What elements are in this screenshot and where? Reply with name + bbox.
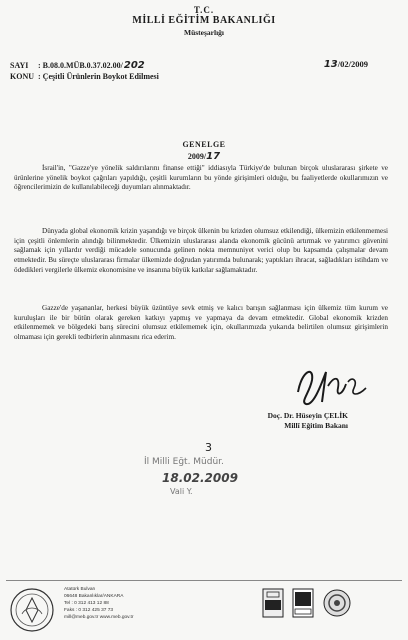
address-line: Atatürk Bulvarı [64,587,96,592]
sayi-label: SAYI [10,61,29,70]
date-handwritten: 13 [323,59,338,70]
document-date [324,59,368,70]
header-ministry: MİLLİ EĞİTİM BAKANLIĞI [132,15,276,26]
handwritten-signature [292,362,372,408]
title-number-handwritten: 17 [206,151,221,162]
title-number [0,151,408,162]
meta-konu [10,72,159,81]
konu-value: : Çeşitli Ürünlerin Boykot Edilmesi [38,72,159,81]
footer-divider [6,580,402,581]
header-department: Müsteşarlığı [184,28,224,37]
seal-badge-icon [322,588,352,618]
footer-address [64,586,133,621]
phone-line-badge-icon [262,588,284,618]
address-line: 06648 Bakanlıklar/ANKARA [64,594,124,599]
title-genelge: GENELGE [182,140,226,149]
signatory-title: Millî Eğitim Bakanı [284,421,348,430]
konu-label: KONU [10,72,34,81]
body-paragraph-1: İsrail'in, "Gazze'ye yönelik saldırılarını finanse ettiği" iddiasıyla Türkiye'de bulunan birçok uluslararası şirkete ve ürünlerine yönelik boykot çağrıları yapıldığı, çeşitli kurumların bu yönde girişimleri olduğu, bu faaliyetlerde okullarımızın ve öğrencilerimizin de kullanılabileceği duyumları alınmaktadır. [14,164,388,192]
receipt-stamp [142,457,242,501]
egitim-destek-badge-icon [292,588,314,618]
stamp-date-handwritten: 18.02.2009 [162,471,238,485]
title-year: 2009/ [187,152,207,161]
address-line: Tel : 0 312 413 12 88 [64,601,109,606]
body-paragraph-3: Gazze'de yaşananlar, herkesi büyük üzüntüye sevk etmiş ve kalıcı barışın sağlanması için ülkemiz tüm kurum ve kuruluşları ile bir bütün olarak gereken katkıyı yapmış ve yapmaya da devam etmektedir. Global ekonomik krizden etkilenmemek ve bölgedeki barış sürecini olumsuz etkilememek için, okullarımızda yukarıda belirtilen olumsuz girişimlerin olmaması için gerekli tedbirlerin alınmasını rica ederim. [14,304,388,342]
address-line: Faks : 0 312 425 37 73 [64,608,114,613]
date-printed: /02/2009 [337,59,368,69]
footer [0,580,408,640]
header-tc: T.C. [193,5,215,15]
meta-sayi [10,60,145,71]
stamp-line-1: İl Milli Eğt. Müdür. [144,457,224,467]
signatory-name: Doç. Dr. Hüseyin ÇELİK [267,411,348,420]
ministry-logo-icon [8,586,56,634]
sayi-handwritten: 202 [123,60,145,71]
stamp-line-3: Vali Y. [170,487,193,496]
sayi-value: : B.08.0.MÜB.0.37.02.00/ [38,61,123,70]
email-web-line: mill@meb.gov.tr www.meb.gov.tr [64,615,134,620]
stamp-number: 3 [205,441,212,454]
body-paragraph-2: Dünyada global ekonomik krizin yaşandığı ve birçok ülkenin bu krizden olumsuz etkilendiği, ülkemizin etkilenmemesi için çeşitli önlemlerin alındığı bilinmektedir. Ülkemizin uluslararası alanda ekonomik gücünü artırmak ve yatırımcı güvenini sağlamak için yıllardır verdiği mücadele sonucunda gelinen nokta memnuniyet verici olup bu kapsamda çalışmalar devam etmektedir. Bu süreçte uluslararası firmalar ülkemizde doğrudan yatırımda bulunarak; yaptıkları ihracat, sağladıkları istihdam ve ödedikleri vergilerle ülkemiz ekonomisine ve insanına büyük katkılar sağlamaktadır. [14,227,388,274]
